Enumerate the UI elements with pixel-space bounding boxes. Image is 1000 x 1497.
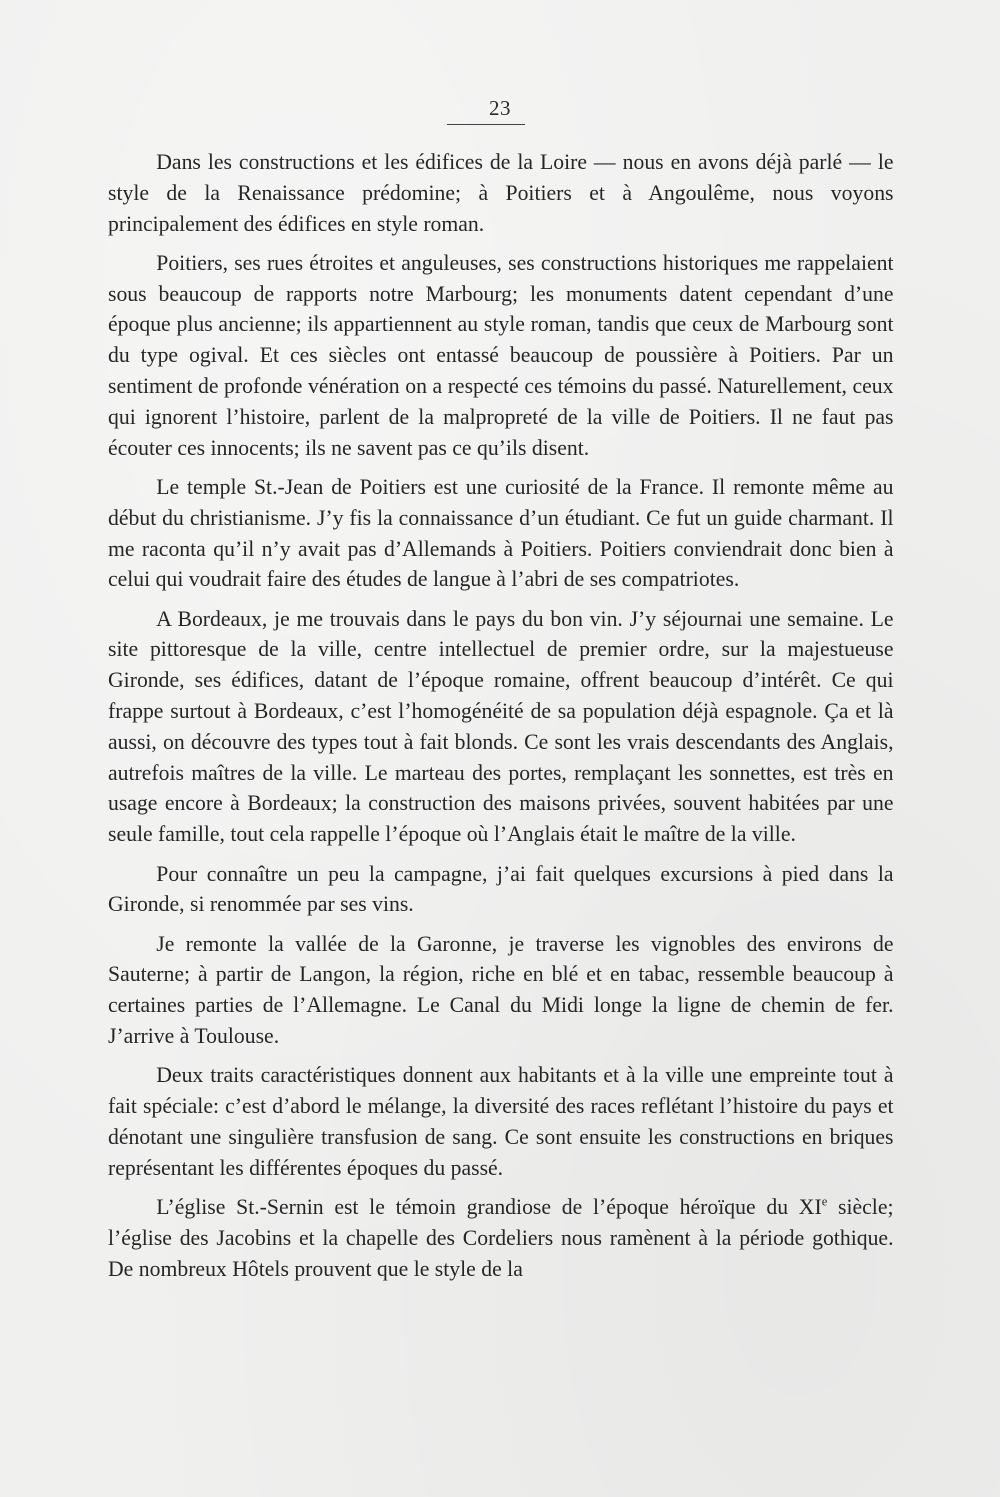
paragraph-temple-st-jean: Le temple St.-Jean de Poitiers est une curiosité de la France. Il remonte même au début du christianisme. J’y fis la connaissance d’un étudiant. Ce fut un guide charmant. Il me raconta qu’il n’y avait pas d’Allemands à Poitiers. Poitiers conviendrait donc bien à celui qui voudrait faire des études de langue à l’abri de ses compatriotes.	[108, 473, 894, 592]
paragraph-poitiers: Poitiers, ses rues étroites et anguleuses, ses constructions historiques me rappelaient sous beaucoup de rapports notre Marbourg; les monuments datent cependant d’une époque plus ancienne; ils appartiennent au style roman, tandis que ceux de Marbourg sont du type ogival. Et ces siècles ont entassé beaucoup de poussière à Poitiers. Par un sentiment de profonde vénération on a respecté ces témoins du passé. Naturellement, ceux qui ignorent l’histoire, parlent de la malpropreté de la ville de Poitiers. Il ne faut pas écouter ces innocents; ils ne savent pas ce qu’ils disent.	[108, 249, 894, 460]
paragraph-loire: Dans les constructions et les édifices de la Loire — nous en avons déjà parlé — le style de la Renaissance prédomine; à Poitiers et à Angoulême, nous voyons principalement des édifices en style roman.	[108, 149, 894, 236]
paragraph-st-sernin	[108, 1192, 894, 1284]
st-sernin-text-after: siècle; l’église des Jacobins et la chapelle des Cordeliers nous ramènent à la période gothique. De nombreux Hôtels prouvent que le style de la	[108, 1194, 894, 1281]
paragraph-bordeaux: A Bordeaux, je me trouvais dans le pays du bon vin. J’y séjournai une semaine. Le site pittoresque de la ville, centre intellectuel de premier ordre, sur la majestueuse Gironde, ses édifices, datant de l’époque romaine, offrent beaucoup d’intérêt. Ce qui frappe surtout à Bordeaux, c’est l’homogénéité de sa population déjà espagnole. Ça et là aussi, on découvre des types tout à fait blonds. Ce sont les vrais descendants des Anglais, autrefois maîtres de la ville. Le marteau des portes, remplaçant les sonnettes, est très en usage encore à Bordeaux; la construction des maisons privées, souvent habitées par une seule famille, tout cela rappelle l’époque où l’Anglais était le maître de la ville.	[108, 605, 894, 847]
paragraph-campagne: Pour connaître un peu la campagne, j’ai fait quelques excursions à pied dans la Gironde, si renommée par ses vins.	[108, 860, 894, 917]
body-text	[108, 147, 894, 1293]
page-number: 23	[489, 96, 511, 120]
page-number-rule	[447, 124, 525, 125]
paragraph-garonne: Je remonte la vallée de la Garonne, je traverse les vignobles des environs de Sauterne; à partir de Langon, la région, riche en blé et en tabac, ressemble beaucoup à certaines parties de l’Allemagne. Le Canal du Midi longe la ligne de chemin de fer. J’arrive à Toulouse.	[108, 930, 894, 1049]
paragraph-deux-traits: Deux traits caractéristiques donnent aux habitants et à la ville une empreinte tout à fait spéciale: c’est d’abord le mélange, la diversité des races reflétant l’histoire du pays et dénotant une singulière transfusion de sang. Ce sont ensuite les constructions en briques représentant les différentes époques du passé.	[108, 1062, 894, 1180]
century-superscript: e	[821, 1193, 828, 1209]
st-sernin-text-before: L’église St.-Sernin est le témoin grandiose de l’époque héroïque du XI	[156, 1194, 822, 1219]
